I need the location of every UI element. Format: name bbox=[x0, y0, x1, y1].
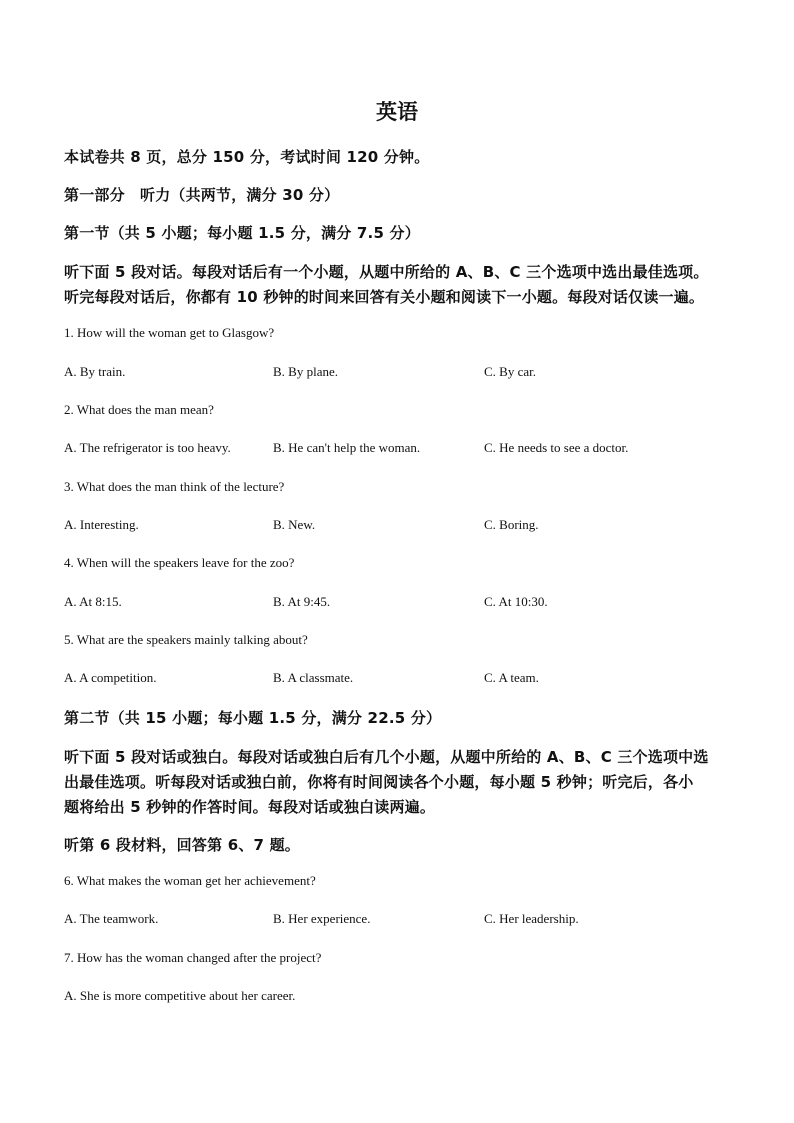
material-note: 听第 6 段材料，回答第 6、7 题。 bbox=[64, 836, 301, 854]
section2-heading: 第二节（共 15 小题；每小题 1.5 分，满分 22.5 分） bbox=[64, 709, 442, 727]
section1-instruction-line: 听完每段对话后，你都有 10 秒钟的时间来回答有关小题和阅读下一小题。每段对话仅读一遍。 bbox=[64, 288, 705, 306]
q6-option-b: B. Her experience. bbox=[273, 911, 371, 926]
question-6: 6. What makes the woman get her achievement? bbox=[64, 873, 316, 888]
q4-option-c: C. At 10:30. bbox=[484, 594, 548, 609]
question-4: 4. When will the speakers leave for the zoo? bbox=[64, 555, 295, 570]
section2-instruction-line: 出最佳选项。听每段对话或独白前，你将有时间阅读各个小题，每小题 5 秒钟；听完后，各小 bbox=[64, 773, 694, 791]
q2-option-b: B. He can't help the woman. bbox=[273, 440, 421, 455]
q5-option-c: C. A team. bbox=[484, 670, 539, 685]
question-5: 5. What are the speakers mainly talking about? bbox=[64, 632, 308, 647]
question-2: 2. What does the man mean? bbox=[64, 402, 214, 417]
section1-instruction-line: 听下面 5 段对话。每段对话后有一个小题，从题中所给的 A、B、C 三个选项中选出最佳选项。 bbox=[64, 263, 709, 281]
part1-heading: 第一部分 听力（共两节，满分 30 分） bbox=[64, 186, 340, 204]
q5-option-a: A. A competition. bbox=[64, 670, 157, 685]
question-1: 1. How will the woman get to Glasgow? bbox=[64, 325, 275, 340]
page-title: 英语 bbox=[376, 99, 418, 124]
q5-option-b: B. A classmate. bbox=[273, 670, 354, 685]
q6-option-c: C. Her leadership. bbox=[484, 911, 579, 926]
q3-option-a: A. Interesting. bbox=[64, 517, 139, 532]
section2-instruction-line: 听下面 5 段对话或独白。每段对话或独白后有几个小题，从题中所给的 A、B、C 三个选项中选 bbox=[64, 748, 709, 766]
q1-option-a: A. By train. bbox=[64, 364, 126, 379]
q4-option-a: A. At 8:15. bbox=[64, 594, 122, 609]
section1-heading: 第一节（共 5 小题；每小题 1.5 分，满分 7.5 分） bbox=[64, 224, 420, 242]
q7-option-a: A. She is more competitive about her career. bbox=[64, 988, 296, 1003]
q3-option-c: C. Boring. bbox=[484, 517, 539, 532]
section2-instruction-line: 题将给出 5 秒钟的作答时间。每段对话或独白读两遍。 bbox=[64, 798, 436, 816]
exam-intro: 本试卷共 8 页，总分 150 分，考试时间 120 分钟。 bbox=[64, 148, 430, 166]
q1-option-c: C. By car. bbox=[484, 364, 536, 379]
question-7: 7. How has the woman changed after the project? bbox=[64, 950, 322, 965]
q2-option-c: C. He needs to see a doctor. bbox=[484, 440, 629, 455]
q2-option-a: A. The refrigerator is too heavy. bbox=[64, 440, 231, 455]
q6-option-a: A. The teamwork. bbox=[64, 911, 159, 926]
q4-option-b: B. At 9:45. bbox=[273, 594, 331, 609]
q1-option-b: B. By plane. bbox=[273, 364, 338, 379]
question-3: 3. What does the man think of the lecture? bbox=[64, 479, 285, 494]
q3-option-b: B. New. bbox=[273, 517, 316, 532]
